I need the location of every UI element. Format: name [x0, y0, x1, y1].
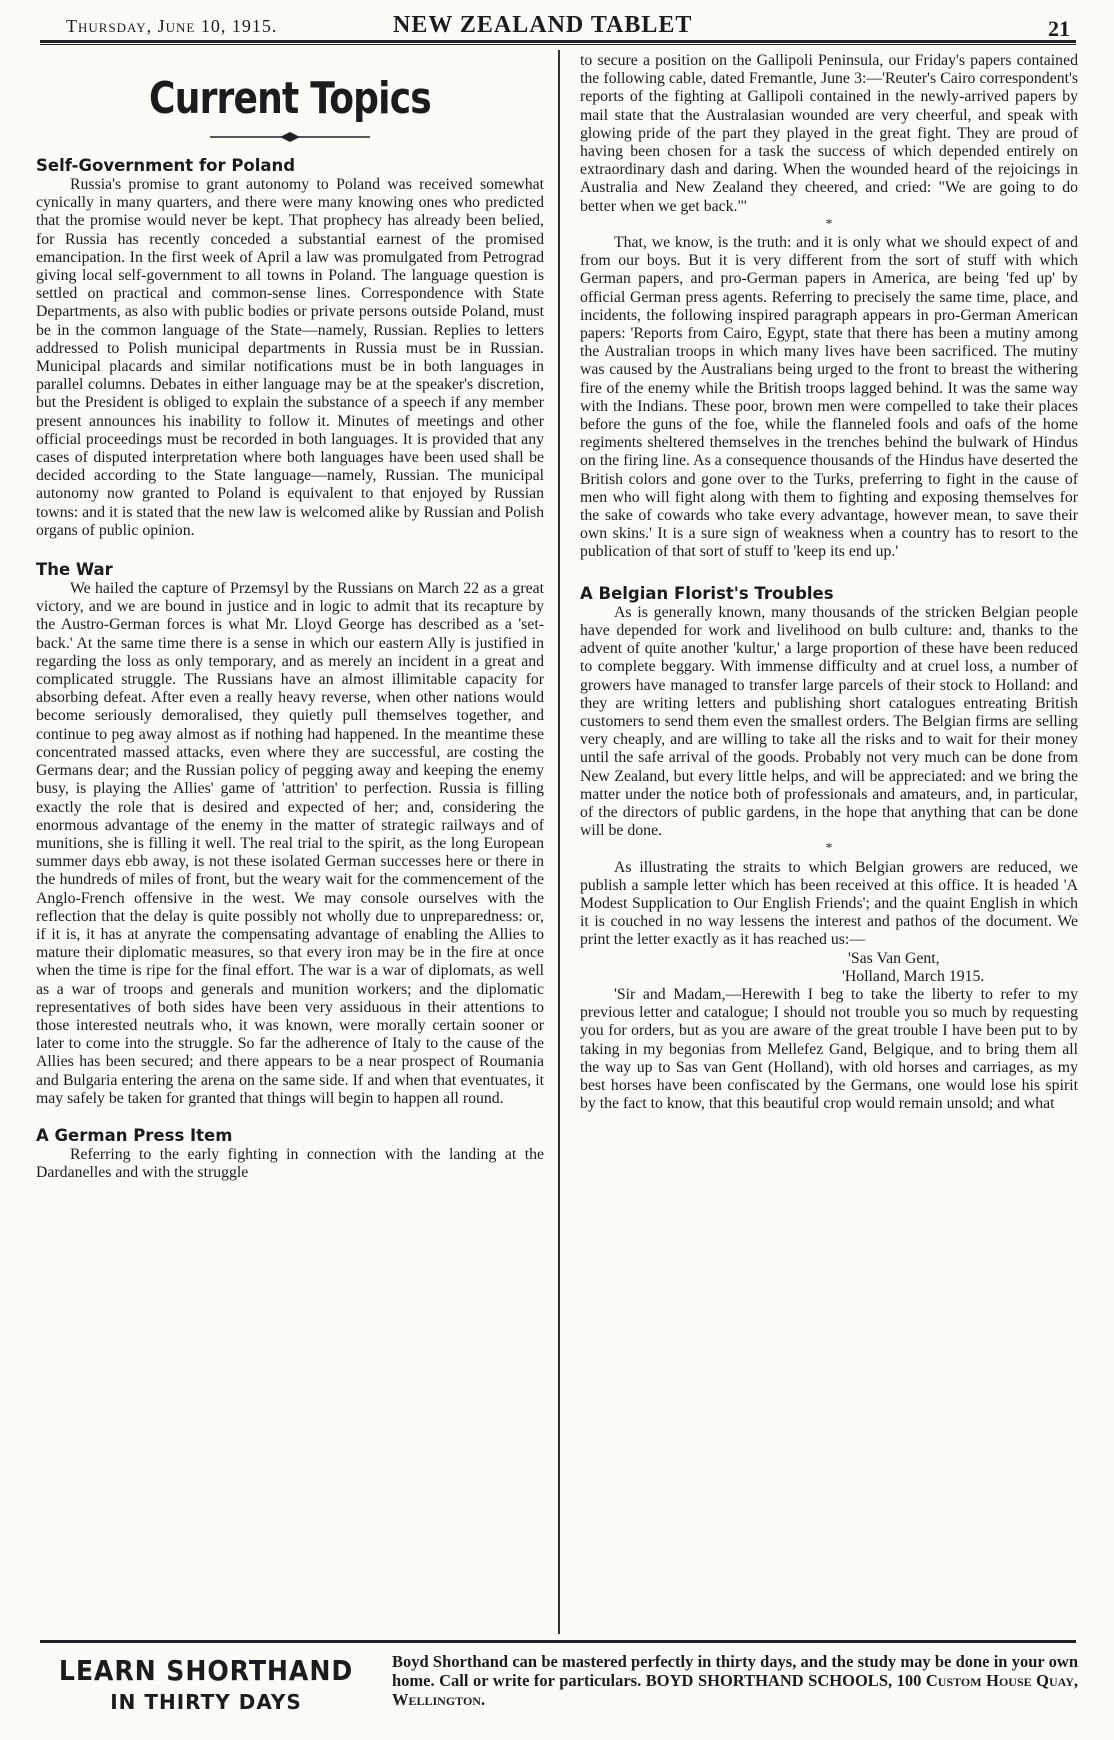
column-divider [558, 50, 560, 1634]
page-number: 21 [1048, 16, 1070, 41]
heading-the-war: The War [36, 560, 113, 580]
letter-place: 'Sas Van Gent, [848, 949, 940, 967]
article-paragraph: As is generally known, many thousands of the stricken Belgian people have depended for work and livelihood on bulb culture: and, thanks to the advent of quite another 'kultur,' a large proportion of these have been reduced to complete beggary. With immense difficulty and at cruel loss, a number of growers have managed to transfer large parcels of their stock to Holland: and they are writing letters and publishing short catalogues entreating British customers to send them even the smallest orders. The Belgian firms are selling very cheaply, and are willing to take all the risks and to wait for their money until the safe arrival of the goods. Probably not very much can be done from New Zealand, but every little helps, and will be appreciated: and we bring the matter under the notice both of professionals and amateurs, and, in particular, of the directors of public gardens, in the hope that anything that can be done will be done. [580, 603, 1078, 840]
section-separator: * [825, 216, 833, 232]
section-title: Current Topics [149, 73, 431, 124]
ad-address: SHORTHAND SCHOOLS, 100 Custom House Quay, Wellington. [392, 1671, 1078, 1709]
heading-belgian-florist: A Belgian Florist's Troubles [580, 583, 834, 603]
issue-date: Thursday, June 10, 1915. [66, 16, 278, 36]
article-paragraph: That, we know, is the truth: and it is only what we should expect of and from our boys. But it is very different from the sort of stuff with which German papers, and pro-German papers in America, are being 'fed up' by official German press agents. Referring to precisely the same time, place, and incidents, the following inspired paragraph appears in pro-German American papers: 'Reports from Cairo, Egypt, state that there has been a mutiny among the Australian troops in which many lives have been sacrificed. The mutiny was caused by the Australians being urged to the front to breast the withering fire of the enemy while the British troops lagged behind. It was the same way with the Indians. These poor, brown men were compelled to take their places before the guns of the foe, while the flanneled fools and oafs of the home regiments sheltered themselves in the trenches behind the bulwark of Hindus on the firing line. As a consequence thousands of the Hindus have deserted the British colors and gone over to the Turks, preferring to fight in the cause of men who will fight along with them to fighting and exposing themselves for the sake of cowards who take every advantage, however mean, to save their own skins.' It is a sure sign of weakness when a country has to resort to the publication of that sort of stuff to 'keep its end up.' [580, 234, 1078, 561]
section-separator: * [825, 841, 833, 857]
footer-rule [40, 1640, 1076, 1643]
heading-poland: Self-Government for Poland [36, 156, 296, 175]
letter-date: 'Holland, March 1915. [842, 967, 985, 985]
letter-body: 'Sir and Madam,—Herewith I beg to take the liberty to refer to my previous letter and catalogue; I should not trouble you so much by requesting you for orders, but as you are aware of the great trouble I have been put to by taking in my begonias from Mellefez Gand, Belgique, and to bring them all the way up to Sas van Gent (Holland), with old horses and carriages, as my best horses have been confiscated by the Germans, one would lose his spirit by the fact to know, that this beautiful crop would remain unsold; and what [580, 985, 1078, 1113]
article-paragraph: Referring to the early fighting in connection with the landing at the Dardanelles and with the struggle [36, 1145, 544, 1182]
article-paragraph: Russia's promise to grant autonomy to Poland was received somewhat cynically in many quarters, and there were many knowing ones who predicted that the promise would never be kept. That prophecy has already been belied, for Russia has recently conceded a substantial earnest of the promised emancipation. In the first week of April a law was promulgated from Petrograd giving local self-government to all towns in Poland. The language question is settled on practical and common-sense lines. Correspondence with State Departments, as also with public bodies or private persons outside Poland, must be in the common language of the State—namely, Russian. Replies to letters addressed to Polish municipal departments in Russia must be in Russian. Municipal placards and similar notifications must be in both languages in parallel columns. Debates in either language may be at the speaker's discretion, but the President is obliged to explain the substance of a speech if any member present announces his inability to follow it. Minutes of meetings and other official proceedings must be recorded in both languages. It is provided that any cases of disputed interpretation where both languages have been used shall be decided according to the State language—namely, Russian. The municipal autonomy now granted to Poland is equivalent to that enjoyed by Russian towns: and it is stated that the new law is welcomed alike by Russian and Polish organs of public opinion. [36, 176, 544, 539]
ad-subheadline: IN THIRTY DAYS [110, 1690, 302, 1714]
header-rule [40, 40, 1076, 43]
publication-title: NEW ZEALAND TABLET [393, 12, 693, 38]
title-flourish [36, 130, 544, 144]
left-column [36, 52, 544, 1182]
ad-body-text: Boyd Shorthand can be mastered perfectly in thirty days, and the study may be done in your own home. Call or write for particulars. BOYD [392, 1652, 1078, 1690]
right-column [580, 52, 1078, 1113]
header-rule-thin [40, 44, 1076, 45]
article-paragraph: As illustrating the straits to which Belgian growers are reduced, we publish a sample letter which has been received at this office. It is headed 'A Modest Supplication to Our English Friends'; and the quaint English in which it is couched in no way lessens the interest and pathos of the document. We print the letter exactly as it has reached us:— [580, 858, 1078, 949]
article-paragraph: We hailed the capture of Przemsyl by the Russians on March 22 as a great victory, and we are bound in justice and in logic to admit that its recapture by the Austro-German forces is what Mr. Lloyd George has described as a 'set-back.' At the same time there is a sense in which our eastern Ally is justified in regarding the loss as only temporary, and as merely an incident in a great and complicated struggle. The Russians have an almost illimitable capacity for absorbing defeat. After even a really heavy reverse, when other nations would become seriously demoralised, they quietly pull themselves together, and continue to peg away almost as if nothing had happened. In the meantime these concentrated massed attacks, even where they are successful, are costing the Germans dear; and the Russian policy of pegging away and keeping the enemy busy, is playing the Allies' game of 'attrition' to perfection. Russia is filling exactly the role that is desired and expected of her; and, considering the enormous advantage of the enemy in the matter of strategic railways and of munitions, she is filling it well. The real trial to the spirit, as the long European summer days ebb away, is not these isolated German successes here or there in the hundreds of miles of front, but the weary wait for the commencement of the Anglo-French offensive in the west. We may console ourselves with the reflection that the delay is quite possibly not wholly due to unpreparedness: or, if it is, it has at anyrate the compensating advantage of enabling the Allies to mature their diplomatic measures, so that every iron may be in the fire at once when the time is ripe for the final effort. The war is a war of diplomats, as well as a war of troops and generals and munition workers; and the diplomatic representatives of both sides have been very assiduous in their attentions to those interested neutrals who, it was known, were morally certain sooner or later to come into the struggle. So far the adherence of Italy to the cause of the Allies has been secured; and there appears to be a near prospect of Roumania and Bulgaria entering the arena on the same side. If and when that eventuates, it may safely be taken for granted that things will begin to happen all round. [36, 580, 544, 1107]
article-paragraph: to secure a position on the Gallipoli Peninsula, our Friday's papers contained the following cable, dated Fremantle, June 3:—'Reuter's Cairo correspondent's reports of the fighting at Gallipoli contained in the newly-arrived papers by mail state that the Australasian wounded are very cheerful, and speak with glowing pride of the part they played in the great fight. They are proud of having been chosen for a task the success of which depended entirely on extraordinary dash and daring. When the wounded heard of the rejoicings in Australia and New Zealand they cheered, and cried: "We are going to do better when we get back."' [580, 52, 1078, 215]
heading-german-press-item: A German Press Item [36, 1125, 233, 1145]
ad-body [392, 1652, 1078, 1709]
shorthand-advertisement [36, 1650, 1078, 1720]
page-header [40, 8, 1070, 42]
ad-headline: LEARN SHORTHAND [58, 1654, 354, 1687]
